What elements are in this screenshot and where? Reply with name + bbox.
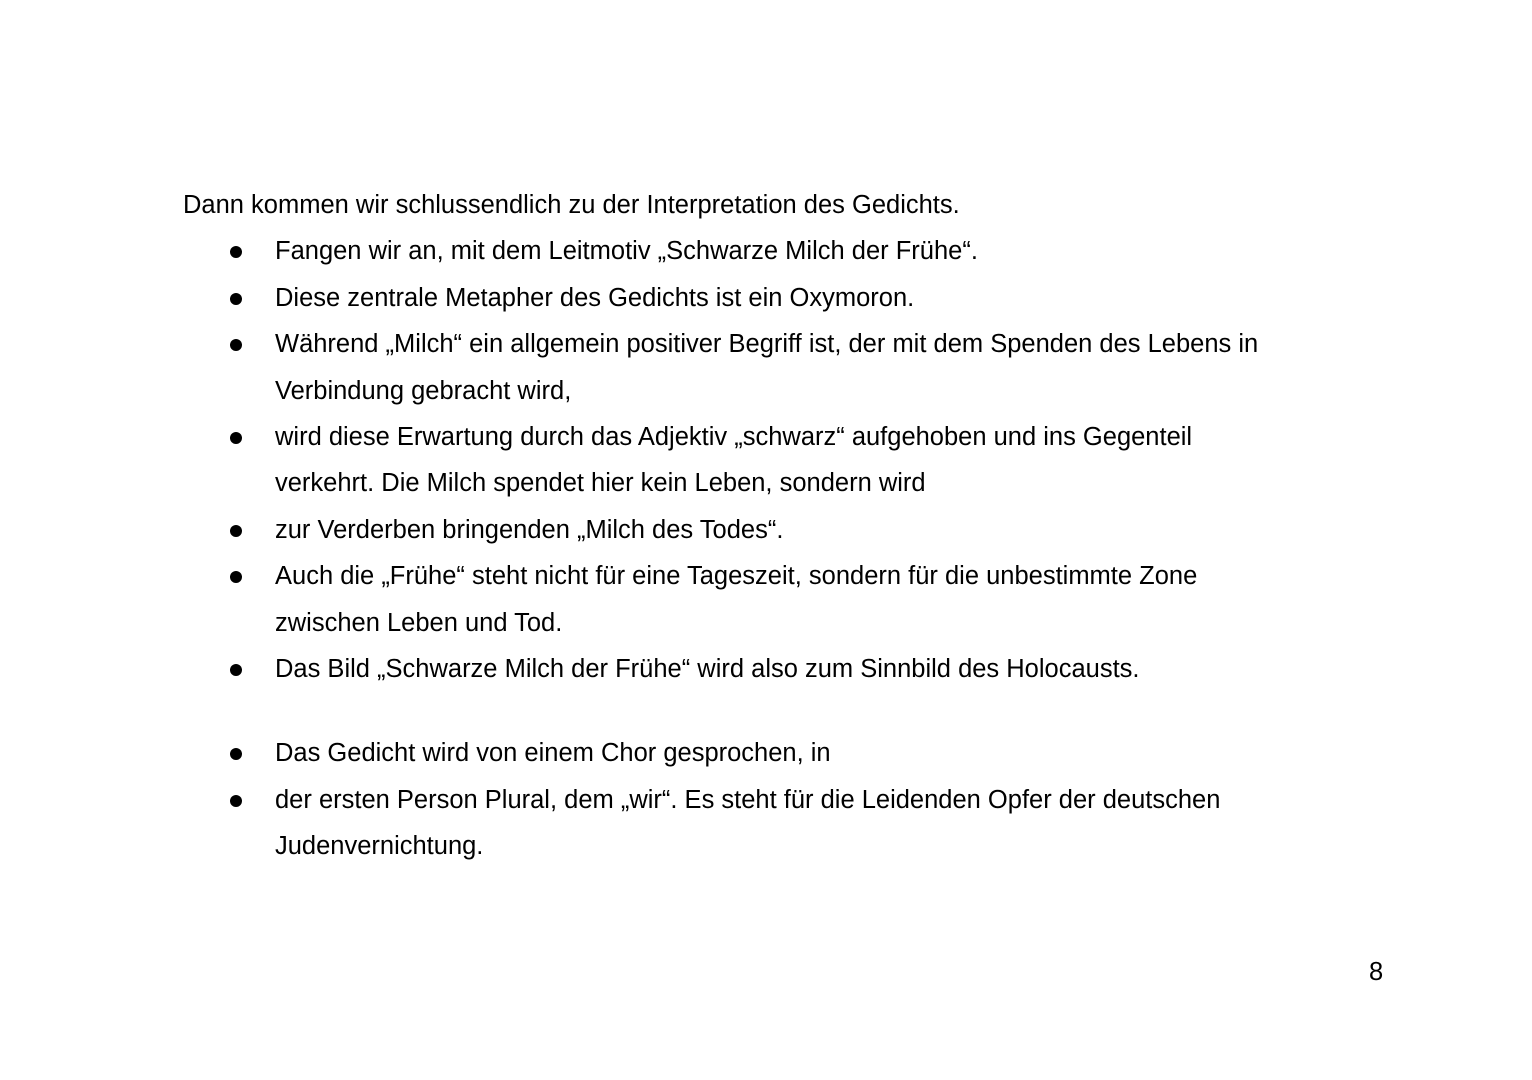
bullet-text: der ersten Person Plural, dem „wir“. Es steht für die Leidenden Opfer der deutschen [275,785,1221,814]
bullet-text: wird diese Erwartung durch das Adjektiv „schwarz“ aufgehoben und ins Gegenteil [275,423,1193,452]
bullet-item [183,275,1403,321]
bullet-text: Fangen wir an, mit dem Leitmotiv „Schwarze Milch der Frühe“. [275,237,978,266]
bullet-item [183,414,1403,507]
bullet-dot-icon [230,748,242,760]
bullet-item [183,777,1403,870]
bullet-text: Das Gedicht wird von einem Chor gesprochen, in [275,739,831,768]
bullet-item [183,730,1403,776]
bullet-item [183,646,1403,692]
bullet-text-continued: Judenvernichtung. [275,832,484,861]
bullet-item [183,228,1403,274]
bullet-dot-icon [230,293,242,305]
bullet-dot-icon [230,664,242,676]
bullet-item [183,553,1403,646]
bullet-dot-icon [230,795,242,807]
bullet-dot-icon [230,339,242,351]
bullet-dot-icon [230,571,242,583]
bullet-dot-icon [230,432,242,444]
bullet-list-interpretation [183,228,1403,692]
bullet-text-continued: verkehrt. Die Milch spendet hier kein Leben, sondern wird [275,469,926,498]
page-number: 8 [1369,958,1384,986]
bullet-text: Das Bild „Schwarze Milch der Frühe“ wird also zum Sinnbild des Holocausts. [275,655,1140,684]
document-body [183,182,1403,870]
bullet-text: zur Verderben bringenden „Milch des Todes“. [275,515,784,544]
bullet-text: Diese zentrale Metapher des Gedichts ist ein Oxymoron. [275,283,915,312]
bullet-text: Auch die „Frühe“ steht nicht für eine Tageszeit, sondern für die unbestimmte Zone [275,562,1198,591]
bullet-dot-icon [230,246,242,258]
bullet-item [183,507,1403,553]
bullet-dot-icon [230,525,242,537]
paragraph-spacer [183,692,1403,730]
bullet-item [183,321,1403,414]
bullet-text-continued: zwischen Leben und Tod. [275,608,563,637]
bullet-text: Während „Milch“ ein allgemein positiver Begriff ist, der mit dem Spenden des Lebens in [275,330,1259,359]
bullet-text-continued: Verbindung gebracht wird, [275,376,572,405]
bullet-list-speaker [183,730,1403,869]
intro-paragraph: Dann kommen wir schlussendlich zu der Interpretation des Gedichts. [183,191,960,219]
